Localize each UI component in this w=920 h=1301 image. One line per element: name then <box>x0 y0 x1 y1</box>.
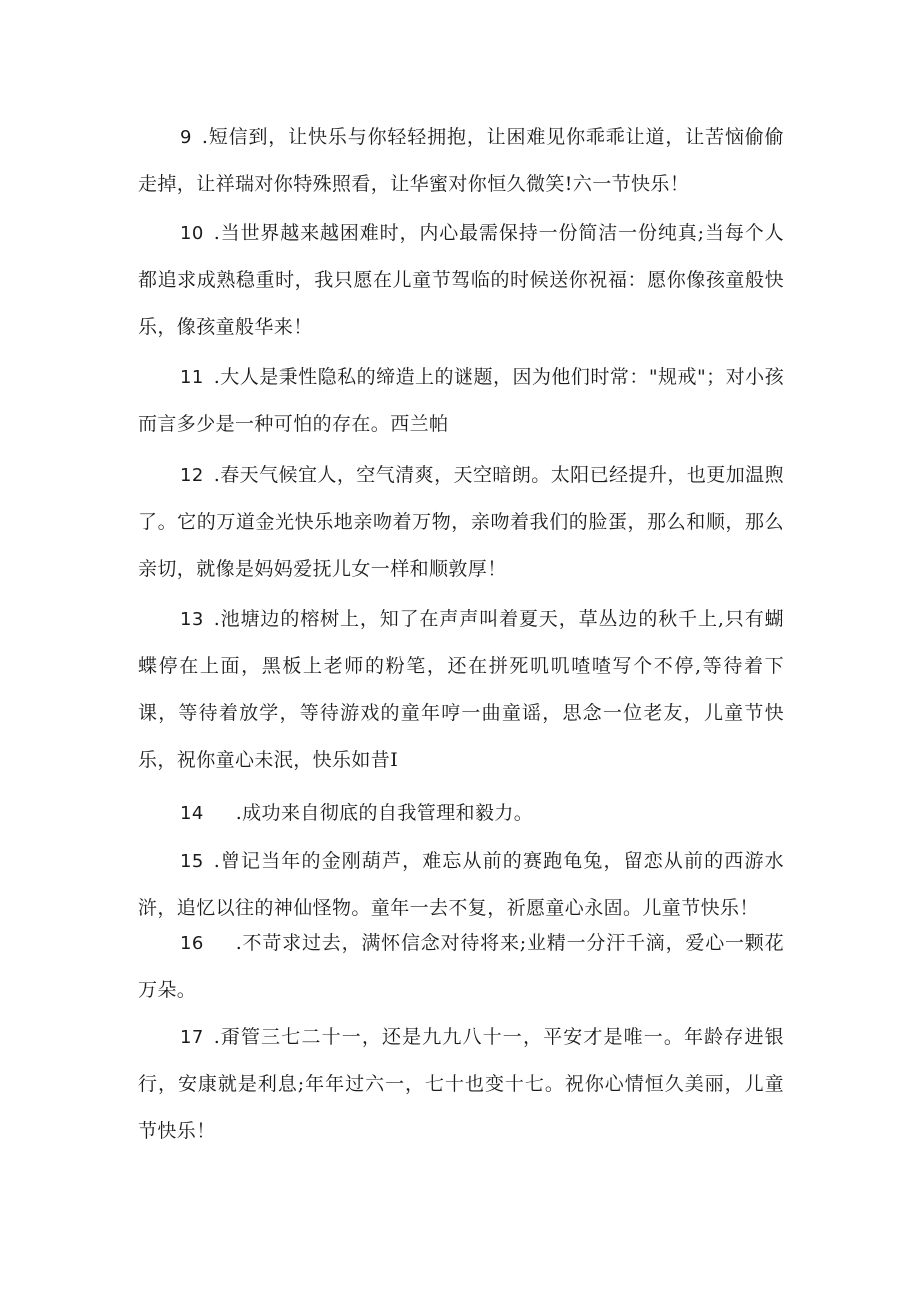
item-number: 11 <box>180 367 204 388</box>
list-item-10 <box>138 210 784 351</box>
list-item-16 <box>138 920 784 1014</box>
item-number: 9 <box>180 127 192 148</box>
item-text: .不苛求过去，满怀信念对待将来;业精一分汗千滴，爱心一颗花万朵。 <box>138 932 784 1001</box>
item-number: 14 <box>180 803 204 824</box>
list-item-15 <box>138 838 784 932</box>
item-text: .当世界越来越困难时，内心最需保持一份简洁一份纯真;当每个人都追求成熟稳重时，我只愿在儿童节驾临的时候送你祝福：愿你像孩童般快乐，像孩童般华来！ <box>138 222 784 338</box>
list-item-17 <box>138 1014 784 1155</box>
item-text: .大人是秉性隐私的缔造上的谜题，因为他们时常："规戒"；对小孩而言多少是一种可怕的存在。西兰帕 <box>138 366 784 435</box>
item-number: 17 <box>180 1027 204 1048</box>
item-text: .春天气候宜人，空气清爽，天空暗朗。太阳已经提升，也更加温煦了。它的万道金光快乐地亲吻着万物，亲吻着我们的脸蛋，那么和顺，那么亲切，就像是妈妈爱抚儿女一样和顺敦厚！ <box>138 464 784 580</box>
item-text: .甭管三七二十一，还是九九八十一，平安才是唯一。年龄存进银行，安康就是利息;年年过六一，七十也变十七。祝你心情恒久美丽，儿童节快乐！ <box>138 1026 784 1142</box>
item-number: 13 <box>180 609 204 630</box>
list-item-11 <box>138 354 784 448</box>
list-item-12 <box>138 452 784 593</box>
list-item-9 <box>138 114 784 208</box>
list-item-14 <box>138 790 784 837</box>
item-text: .池塘边的榕树上，知了在声声叫着夏天，草丛边的秋千上,只有蝴蝶停在上面，黑板上老师的粉笔，还在拼死叽叽喳喳写个不停,等待着下课，等待着放学，等待游戏的童年哼一曲童谣，思念一位老友，儿童节快乐，祝你童心未泯，快乐如昔I <box>138 608 784 771</box>
item-text: .短信到，让快乐与你轻轻拥抱，让困难见你乖乖让道，让苦恼偷偷走掉，让祥瑞对你特殊照看，让华蜜对你恒久微笑!六一节快乐！ <box>138 126 784 195</box>
item-number: 16 <box>180 933 204 954</box>
item-text: .曾记当年的金刚葫芦，难忘从前的赛跑龟兔，留恋从前的西游水浒，追忆以往的神仙怪物。童年一去不复，祈愿童心永固。儿童节快乐！ <box>138 850 784 919</box>
item-number: 15 <box>180 851 204 872</box>
list-item-13 <box>138 596 784 784</box>
item-number: 12 <box>180 465 204 486</box>
item-text: .成功来自彻底的自我管理和毅力。 <box>235 802 534 824</box>
item-number: 10 <box>180 223 204 244</box>
